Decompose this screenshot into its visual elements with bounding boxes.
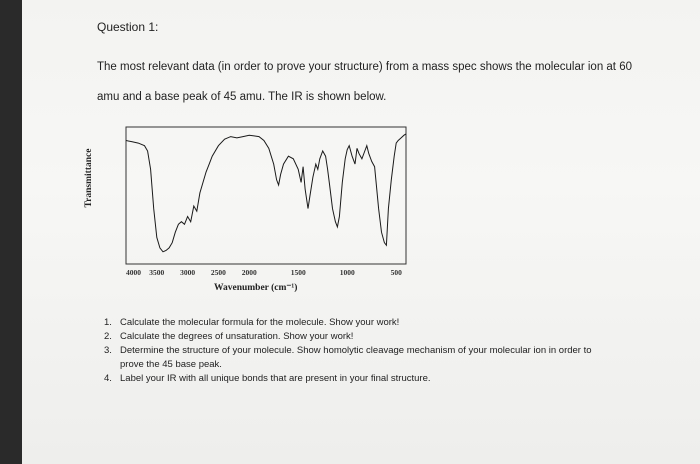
question-intro: The most relevant data (in order to prove your structure) from a mass spec shows the molecular ion at 60 amu and a base peak of 45 amu. The IR is shown below. (97, 61, 632, 103)
x-tick-label: 2500 (210, 268, 226, 277)
ir-spectrum-svg (84, 118, 424, 283)
task-text: Determine the structure of your molecule. Show homolytic cleavage mechanism of your molecular ion in order to prove the 45 base peak. (120, 345, 592, 370)
task-text: Calculate the molecular formula for the molecule. Show your work! (120, 317, 400, 328)
task-text: Label your IR with all unique bonds that are present in your final structure. (120, 373, 431, 384)
x-axis-title: Wavenumber (cm⁻¹) (214, 283, 298, 293)
x-tick-label: 4000 (126, 268, 141, 277)
x-tick-label: 1000 (339, 268, 355, 277)
ir-spectrum-chart (84, 118, 424, 298)
plot-frame (126, 127, 406, 264)
task-number: 2. (104, 331, 112, 342)
x-tick-label: 2000 (241, 268, 257, 277)
y-axis-title: Transmittance (84, 148, 94, 208)
task-item (104, 372, 594, 386)
question-title: Question 1: (97, 20, 159, 34)
task-number: 4. (104, 373, 112, 384)
x-tick-label: 3500 (149, 268, 165, 277)
worksheet-page (22, 0, 700, 464)
task-number: 1. (104, 317, 112, 328)
x-tick-labels (126, 268, 402, 277)
task-item (104, 316, 594, 330)
task-item (104, 344, 594, 372)
task-list (104, 316, 594, 386)
task-item (104, 330, 594, 344)
x-tick-label: 500 (390, 268, 402, 277)
x-tick-label: 3000 (180, 268, 196, 277)
ir-spectrum-line (126, 134, 406, 252)
x-tick-label: 1500 (290, 268, 306, 277)
task-number: 3. (104, 345, 112, 356)
task-text: Calculate the degrees of unsaturation. Show your work! (120, 331, 354, 342)
